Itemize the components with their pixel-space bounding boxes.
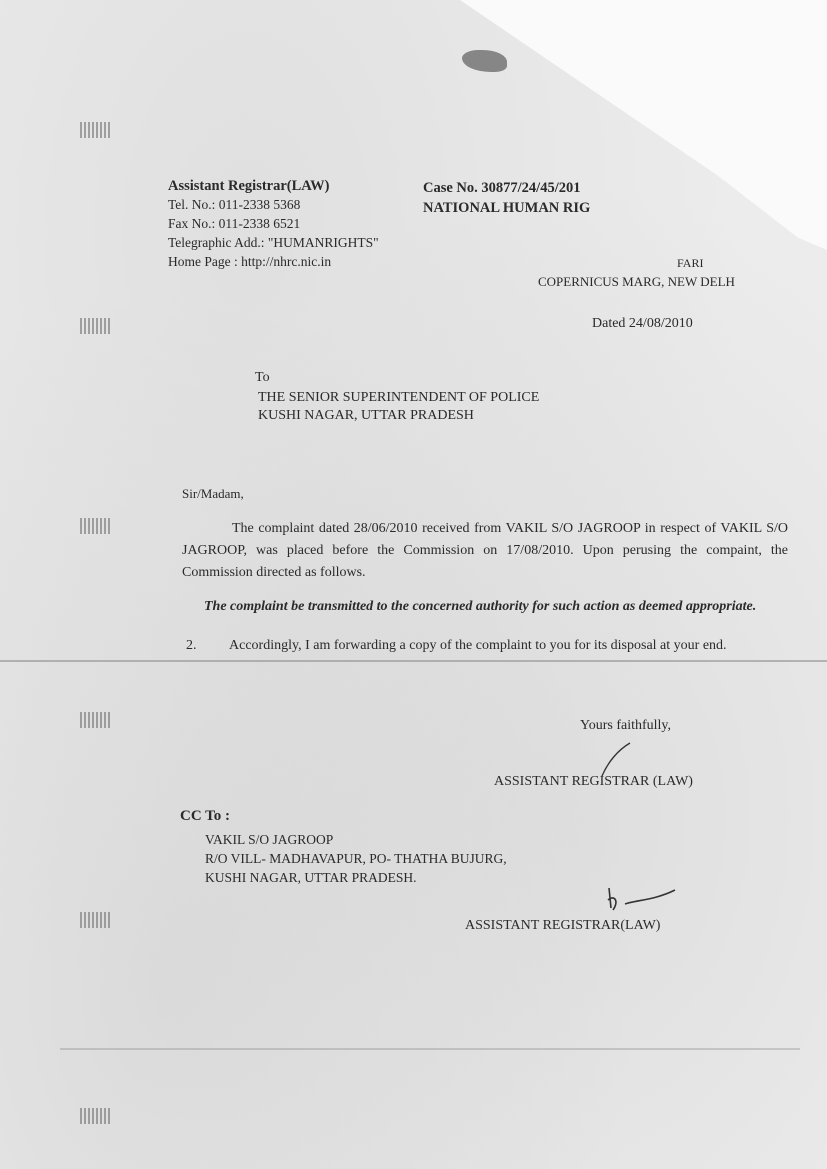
organization-name: NATIONAL HUMAN RIG — [423, 200, 591, 216]
signatory-title: ASSISTANT REGISTRAR (LAW) — [494, 774, 693, 789]
margin-mark — [80, 318, 112, 334]
addressee-line1: THE SENIOR SUPERINTENDENT OF POLICE — [258, 390, 540, 405]
header-telegraphic: Telegraphic Add.: "HUMANRIGHTS" — [168, 235, 379, 250]
cc-label: CC To : — [180, 808, 231, 824]
commission-directive: The complaint be transmitted to the concerned authority for such action as deemed appropriate. — [204, 599, 757, 614]
cc-line2: R/O VILL- MADHAVAPUR, PO- THATHA BUJURG, — [205, 851, 507, 866]
closing: Yours faithfully, — [580, 718, 672, 733]
fold-shadow — [462, 50, 507, 72]
to-label: To — [255, 370, 270, 385]
forwarding-note: Accordingly, I am forwarding a copy of the complaint to you for its disposal at your end. — [229, 638, 727, 653]
cc-line1: VAKIL S/O JAGROOP — [205, 832, 334, 847]
margin-mark — [80, 1108, 112, 1124]
header-title: Assistant Registrar(LAW) — [168, 178, 330, 194]
header-tel: Tel. No.: 011-2338 5368 — [168, 197, 301, 212]
header-homepage: Home Page : http://nhrc.nic.in — [168, 254, 332, 269]
margin-mark — [80, 122, 112, 138]
case-number: Case No. 30877/24/45/201 — [423, 180, 581, 196]
salutation: Sir/Madam, — [182, 486, 244, 501]
margin-mark — [80, 912, 112, 928]
margin-mark — [80, 518, 112, 534]
point-number: 2. — [186, 638, 197, 653]
body-paragraph: The complaint dated 28/06/2010 received from VAKIL S/O JAGROOP in respect of VAKIL S/O JAGROOP, was placed before the Commission on 17/08/2010. Upon perusing the compaint, the Commission directed as follows. — [182, 521, 788, 580]
fold-line — [60, 1048, 800, 1050]
building-name: FARI — [677, 256, 704, 270]
address-line: COPERNICUS MARG, NEW DELH — [538, 274, 735, 289]
addressee-line2: KUSHI NAGAR, UTTAR PRADESH — [258, 408, 474, 423]
fold-line — [0, 660, 827, 662]
header-fax: Fax No.: 011-2338 6521 — [168, 216, 301, 231]
signatory-title: ASSISTANT REGISTRAR(LAW) — [465, 918, 661, 933]
date-line: Dated 24/08/2010 — [592, 316, 693, 331]
margin-mark — [80, 712, 112, 728]
cc-line3: KUSHI NAGAR, UTTAR PRADESH. — [205, 870, 417, 885]
signature-mark — [603, 880, 683, 920]
